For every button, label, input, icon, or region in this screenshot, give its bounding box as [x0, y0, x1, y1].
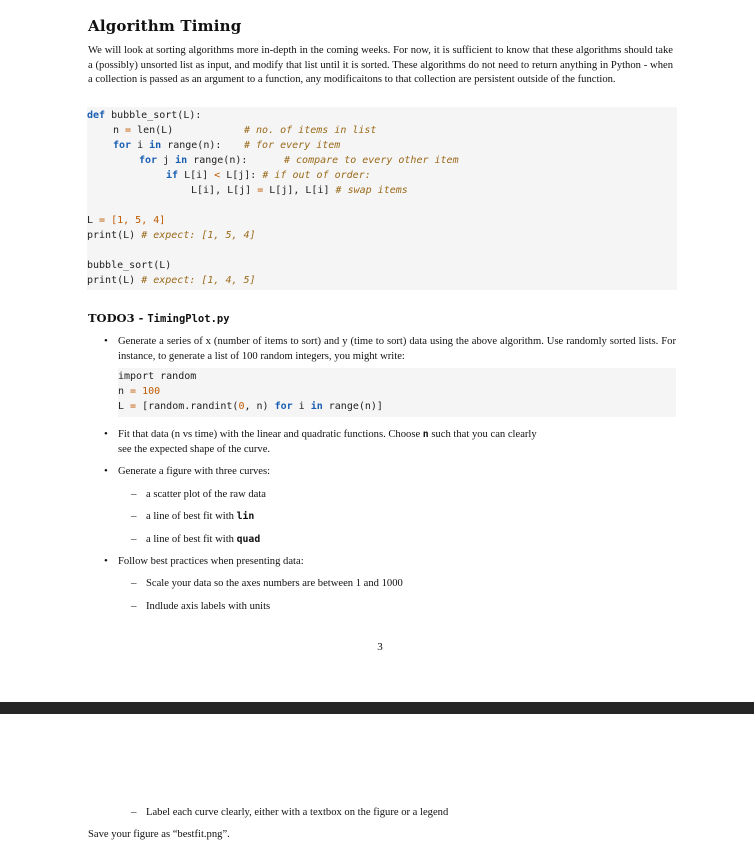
- sub-bullet-text: Indlude axis labels with units: [146, 601, 271, 612]
- dash-icon: –: [131, 600, 137, 612]
- code-line: n = len(L): [113, 125, 174, 136]
- code-line: n = 100: [118, 386, 161, 397]
- todo-heading: TODO3 - TimingPlot.py: [88, 311, 230, 325]
- bullet-text: Follow best practices when presenting data:: [118, 556, 304, 567]
- dash-icon: –: [131, 510, 137, 522]
- bullet-icon: •: [104, 465, 108, 477]
- code-line: print(L) # expect: [1, 5, 4]: [87, 230, 256, 241]
- intro-paragraph: We will look at sorting algorithms more in-depth in the coming weeks. For now, it is sufficient to know that these algorithms should take a (possibly) unsorted list as input, and modify that list until it is sorted. These algorithms do not need to return anything in Python - when a collection is passed as an argument to a function, any modificaitons to that collection are persistent outside of the function.: [88, 45, 673, 86]
- dash-icon: –: [131, 577, 137, 589]
- bullet-icon: •: [104, 335, 108, 347]
- code-line: if L[i] < L[j]: # if out of order:: [166, 170, 371, 181]
- section-heading: Algorithm Timing: [88, 17, 242, 35]
- code-line: bubble_sort(L): [87, 260, 172, 271]
- bubble-sort-code-block: [87, 107, 677, 290]
- page-number: 3: [377, 641, 383, 653]
- dash-icon: –: [131, 488, 137, 500]
- code-comment: # for every item: [244, 140, 341, 151]
- bullet-text: Generate a figure with three curves:: [118, 466, 271, 477]
- code-line: L = [random.randint(0, n) for i in range(n)]: [118, 401, 383, 412]
- bullet-text: Fit that data (n vs time) with the linear and quadratic functions. Choose n such that you can clearly see the expected shape of the curve.: [118, 429, 537, 455]
- dash-icon: –: [131, 806, 137, 818]
- code-line: for j in range(n):: [139, 155, 248, 166]
- save-instruction: Save your figure as “bestfit.png”.: [88, 829, 230, 840]
- document-page-next: [0, 714, 754, 842]
- code-line: print(L) # expect: [1, 4, 5]: [87, 275, 256, 286]
- code-comment: # no. of items in list: [244, 125, 377, 136]
- code-line: L = [1, 5, 4]: [87, 215, 166, 226]
- code-comment: # compare to every other item: [284, 155, 459, 166]
- code-line: import random: [118, 371, 197, 382]
- bullet-text: Generate a series of x (number of items to sort) and y (time to sort) data using the above algorithm. Use randomly sorted lists. For instance, to generate a list of 100 random integers, you might write:: [118, 336, 676, 362]
- sub-bullet-text: Label each curve clearly, either with a textbox on the figure or a legend: [146, 807, 449, 818]
- page-divider: [0, 702, 754, 714]
- sub-bullet-text: Scale your data so the axes numbers are between 1 and 1000: [146, 578, 403, 589]
- random-code-block: [118, 368, 676, 417]
- code-line: def bubble_sort(L):: [87, 110, 202, 121]
- code-line: L[i], L[j] = L[j], L[i] # swap items: [191, 185, 408, 196]
- sub-bullet-text: a scatter plot of the raw data: [146, 489, 267, 500]
- bullet-icon: •: [104, 555, 108, 567]
- sub-bullet-text: a line of best fit with quad: [146, 534, 261, 545]
- sub-bullet-text: a line of best fit with lin: [146, 511, 255, 522]
- dash-icon: –: [131, 533, 137, 545]
- bullet-icon: •: [104, 428, 108, 440]
- code-line: for i in range(n):: [113, 140, 222, 151]
